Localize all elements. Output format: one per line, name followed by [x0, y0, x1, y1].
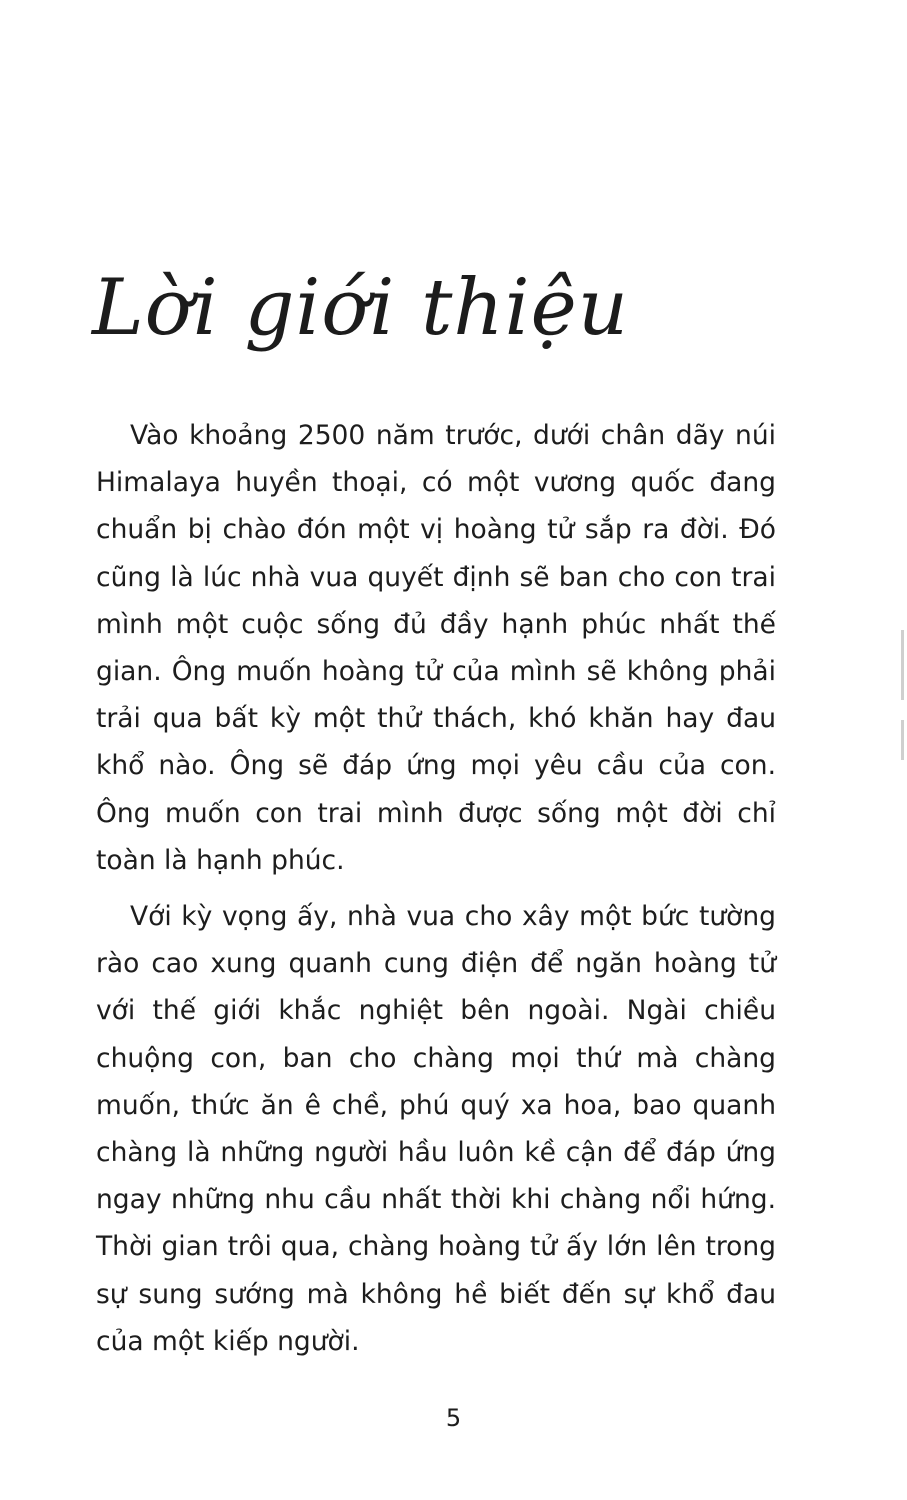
page-edge-mark [901, 630, 904, 700]
paragraph-wall: Với kỳ vọng ấy, nhà vua cho xây một bức tường rào cao xung quanh cung điện để ngăn hoàng tử với thế giới khắc nghiệt bên ngoài. Ngài chiều chuộng con, ban cho chàng mọi thứ mà chàng muốn, thức ăn ê chề, phú quý xa hoa, bao quanh chàng là những người hầu luôn kề cận để đáp ứng ngay những nhu cầu nhất thời khi chàng nổi hứng. Thời gian trôi qua, chàng hoàng tử ấy lớn lên trong sự sung sướng mà không hề biết đến sự khổ đau của một kiếp người. [96, 901, 776, 1357]
paragraph-intro: Vào khoảng 2500 năm trước, dưới chân dãy núi Himalaya huyền thoại, có một vương quốc đang chuẩn bị chào đón một vị hoàng tử sắp ra đời. Đó cũng là lúc nhà vua quyết định sẽ ban cho con trai mình một cuộc sống đủ đầy hạnh phúc nhất thế gian. Ông muốn hoàng tử của mình sẽ không phải trải qua bất kỳ một thử thách, khó khăn hay đau khổ nào. Ông sẽ đáp ứng mọi yêu cầu của con. Ông muốn con trai mình được sống một đời chỉ toàn là hạnh phúc. [96, 420, 776, 876]
chapter-title: Lời giới thiệu [92, 263, 629, 353]
page-edge-mark [901, 720, 904, 760]
page-number: 5 [445, 1404, 462, 1432]
